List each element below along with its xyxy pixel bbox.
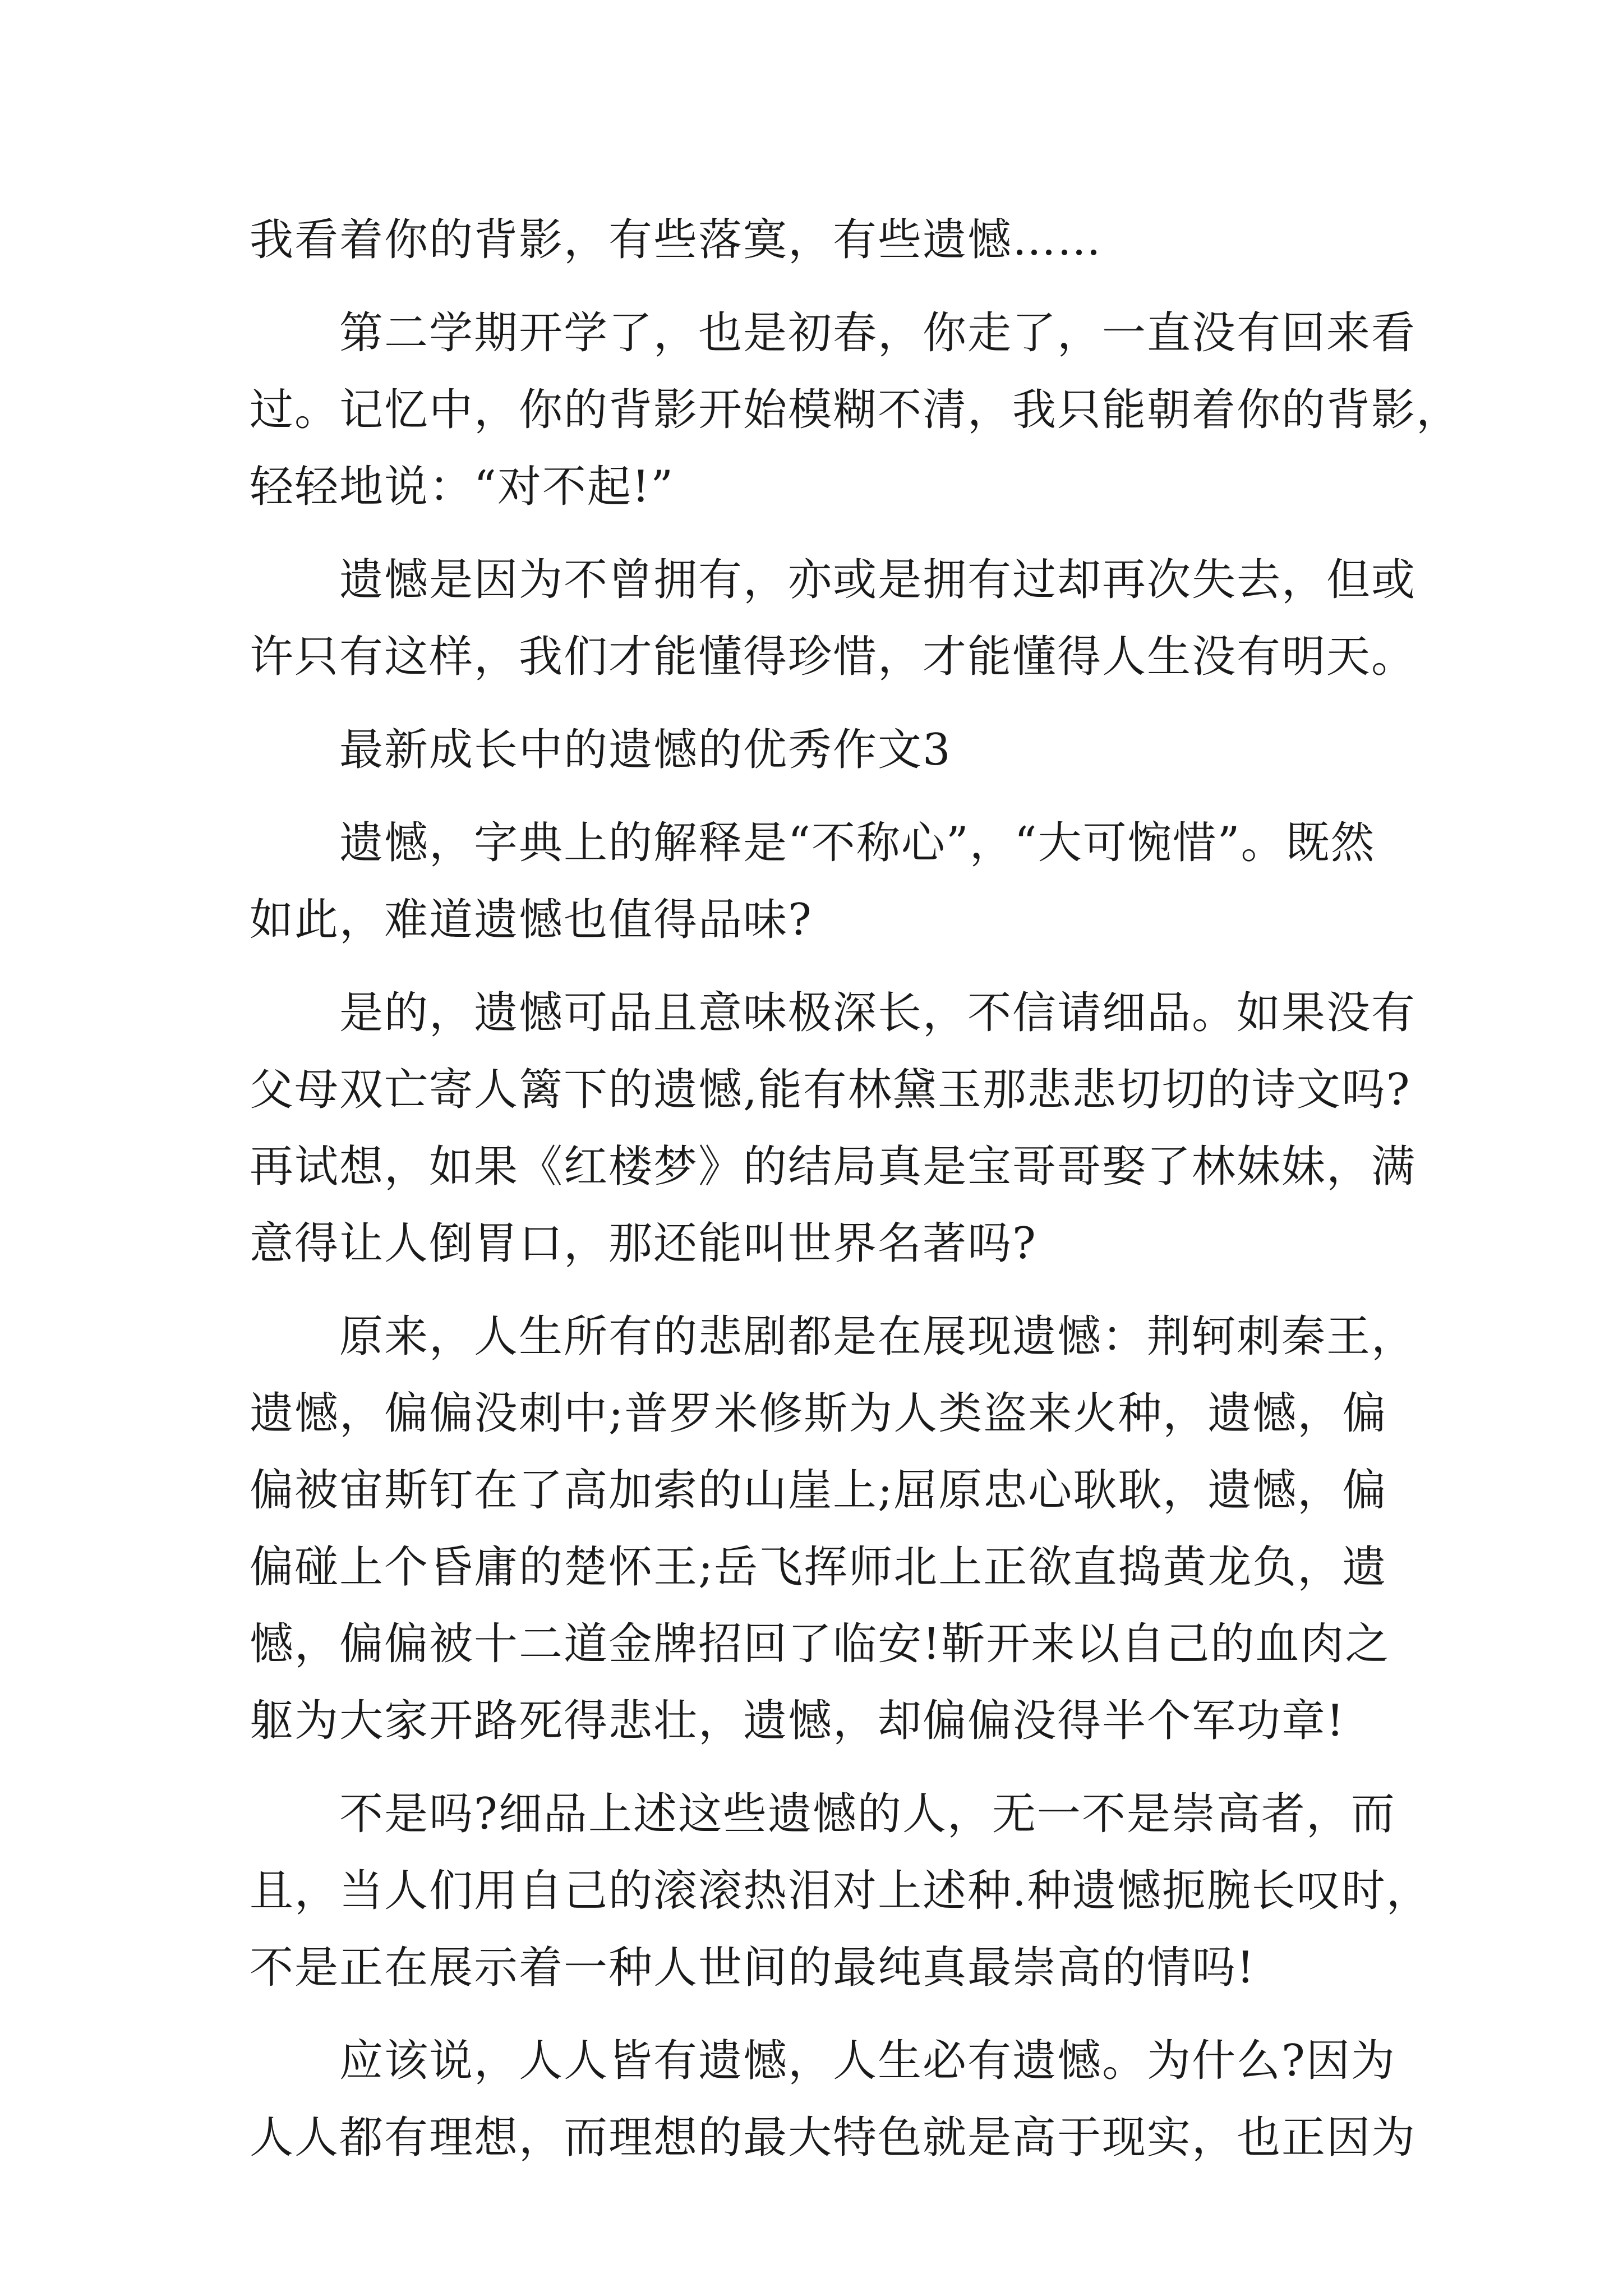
- paragraph-start-line: 不是吗?细品上述这些遗憾的人，无一不是崇高者，而: [339, 1789, 1396, 1839]
- text-line: 过。记忆中，你的背影开始模糊不清，我只能朝着你的背影，: [250, 385, 1461, 435]
- text-line: 遗憾，偏偏没刺中;普罗米修斯为人类盗来火种，遗憾，偏: [250, 1388, 1387, 1439]
- text-line: 人人都有理想，而理想的最大特色就是高于现实，也正因为: [250, 2113, 1417, 2163]
- text-line: 再试想，如果《红楼梦》的结局真是宝哥哥娶了林妹妹，满: [250, 1142, 1417, 1192]
- text-line: 躯为大家开路死得悲壮，遗憾，却偏偏没得半个军功章!: [250, 1696, 1345, 1746]
- text-line: 不是正在展示着一种人世间的最纯真最崇高的情吗!: [250, 1943, 1256, 1993]
- text-line: 如此，难道遗憾也值得品味?: [250, 895, 813, 945]
- section-heading: 最新成长中的遗憾的优秀作文3: [339, 725, 952, 775]
- text-line: 偏碰上个昏庸的楚怀王;岳飞挥师北上正欲直捣黄龙负，遗: [250, 1542, 1387, 1593]
- paragraph-start-line: 第二学期开学了，也是初春，你走了，一直没有回来看: [339, 308, 1417, 358]
- paragraph-start-line: 遗憾是因为不曾拥有，亦或是拥有过却再次失去，但或: [339, 555, 1417, 605]
- text-line: 许只有这样，我们才能懂得珍惜，才能懂得人生没有明天。: [250, 632, 1417, 682]
- paragraph-start-line: 是的，遗憾可品且意味极深长，不信请细品。如果没有: [339, 988, 1417, 1038]
- text-line: 且，当人们用自己的滚滚热泪对上述种.种遗憾扼腕长叹时，: [250, 1866, 1431, 1916]
- text-line: 我看着你的背影，有些落寞，有些遗憾……: [250, 215, 1103, 265]
- text-line: 偏被宙斯钉在了高加索的山崖上;屈原忠心耿耿，遗憾，偏: [250, 1465, 1387, 1516]
- text-line: 憾，偏偏被十二道金牌招回了临安!靳开来以自己的血肉之: [250, 1619, 1390, 1669]
- paragraph-start-line: 原来，人生所有的悲剧都是在展现遗憾：荆轲刺秦王，: [339, 1312, 1417, 1362]
- essay-body: [250, 202, 1461, 2177]
- text-line: 意得让人倒胃口，那还能叫世界名著吗?: [250, 1218, 1037, 1269]
- text-line: 轻轻地说：“对不起!”: [250, 462, 675, 512]
- paragraph-start-line: 应该说，人人皆有遗憾，人生必有遗憾。为什么?因为: [339, 2036, 1396, 2086]
- paragraph-start-line: 遗憾，字典上的解释是“不称心”，“大可惋惜”。既然: [339, 818, 1376, 868]
- text-line: 父母双亡寄人篱下的遗憾,能有林黛玉那悲悲切切的诗文吗?: [250, 1065, 1411, 1115]
